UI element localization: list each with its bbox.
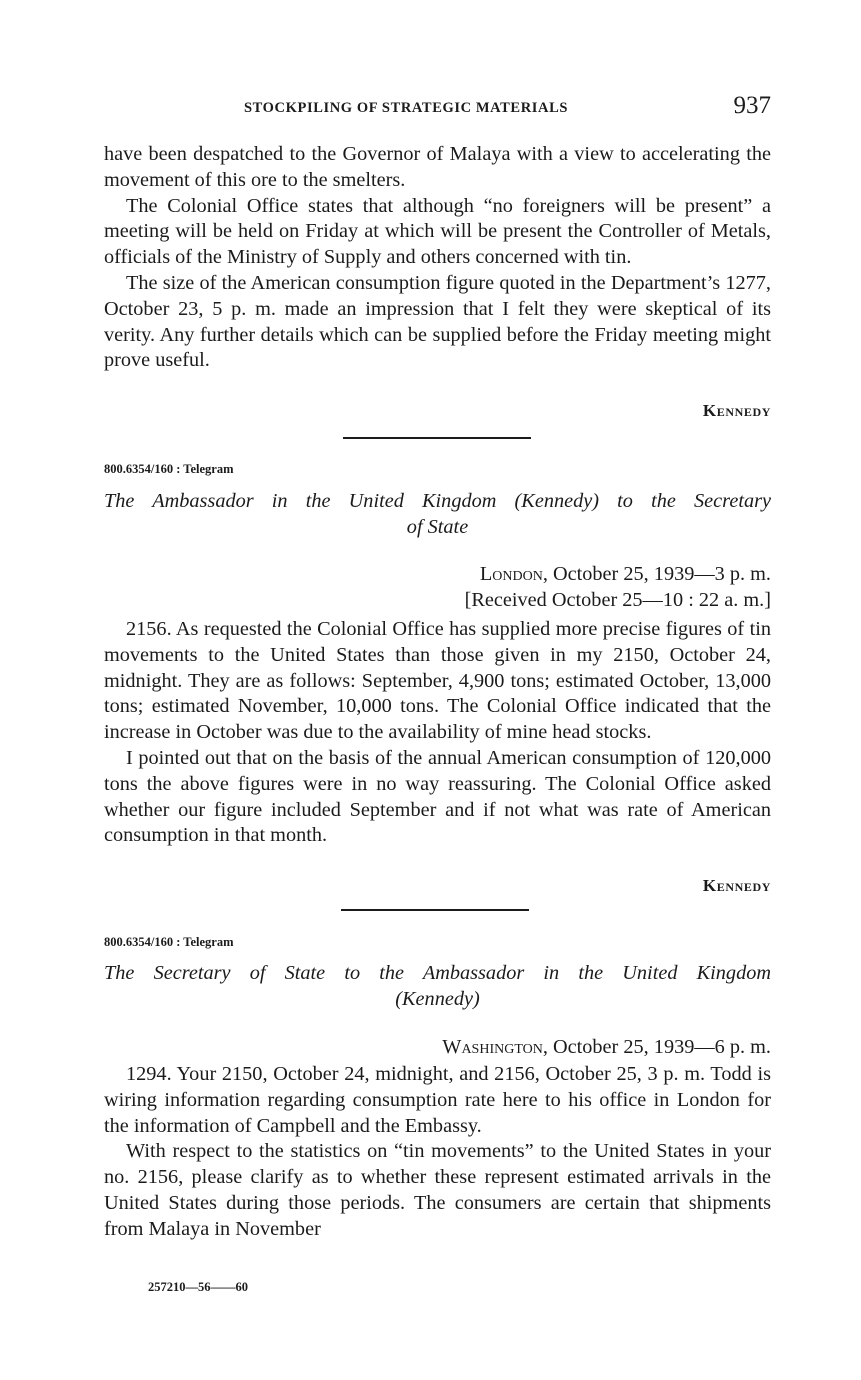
doc3-body — [104, 1062, 771, 1243]
doc1-signature: Kennedy — [702, 401, 771, 420]
doc3-dateline — [104, 1034, 771, 1060]
doc2-title-line2: of State — [406, 516, 469, 538]
section-divider — [343, 437, 531, 439]
doc1-paragraph: have been despatched to the Governor of Malaya with a view to accelerating the movement of this ore to the smelters. — [104, 143, 771, 191]
doc1-paragraph: The Colonial Office states that although “no foreigners will be present” a meeting will be held on Friday at which will be present the Controller of Metals, officials of the Ministry of Supply and others concerned with tin. — [104, 194, 771, 269]
doc3-title — [104, 960, 771, 1012]
doc2-title-line1: The Ambassador in the United Kingdom (Kennedy) to the Secretary — [104, 490, 771, 512]
doc2-file-reference: 800.6354/160 : Telegram — [104, 462, 234, 476]
doc3-paragraph: With respect to the statistics on “tin movements” to the United States in your no. 2156, please clarify as to whether these represent estimated arrivals in the United States during those periods. The consumers are certain that shipments from Malaya in November — [104, 1140, 771, 1240]
doc3-title-line1: The Secretary of State to the Ambassador in the United Kingdom — [104, 962, 771, 984]
section-divider — [341, 909, 529, 911]
print-code: 257210—56——60 — [148, 1280, 248, 1294]
running-title: STOCKPILING OF STRATEGIC MATERIALS — [244, 100, 569, 116]
doc2-dateline — [104, 561, 771, 613]
doc1-body — [104, 142, 771, 374]
doc2-place: London, — [479, 563, 548, 585]
doc3-file-reference: 800.6354/160 : Telegram — [104, 935, 234, 949]
doc2-received: [Received October 25—10 : 22 a. m.] — [464, 589, 771, 611]
doc2-paragraph: I pointed out that on the basis of the annual American consumption of 120,000 tons the above figures were in no way reassuring. The Colonial Office asked whether our figure included September and if not what was rate of American consumption in that month. — [104, 746, 771, 847]
doc2-title — [104, 488, 771, 540]
doc3-title-line2: (Kennedy) — [395, 988, 480, 1010]
doc3-place: Washington, — [442, 1036, 548, 1058]
doc2-date: October 25, 1939—3 p. m. — [547, 563, 771, 585]
doc3-date: October 25, 1939—6 p. m. — [547, 1036, 771, 1058]
doc2-signature: Kennedy — [702, 876, 771, 895]
doc3-paragraph: 1294. Your 2150, October 24, midnight, and 2156, October 25, 3 p. m. Todd is wiring information regarding consumption rate here to his office in London for the information of Campbell and the Embassy. — [104, 1063, 771, 1137]
page-header — [104, 92, 771, 124]
page-number: 937 — [733, 92, 771, 119]
doc1-paragraph: The size of the American consumption figure quoted in the Department’s 1277, October 23, 5 p. m. made an impression that I felt they were skeptical of its verity. Any further details which can be supplied before the Friday meeting might prove useful. — [104, 271, 771, 372]
doc2-paragraph: 2156. As requested the Colonial Office has supplied more precise figures of tin movements to the United States than those given in my 2150, October 24, midnight. They are as follows: September, 4,900 tons; estimated October, 13,000 tons; estimated November, 10,000 tons. The Colonial Office indicated that the increase in October was due to the availability of mine head stocks. — [104, 618, 771, 744]
doc2-body — [104, 617, 771, 849]
